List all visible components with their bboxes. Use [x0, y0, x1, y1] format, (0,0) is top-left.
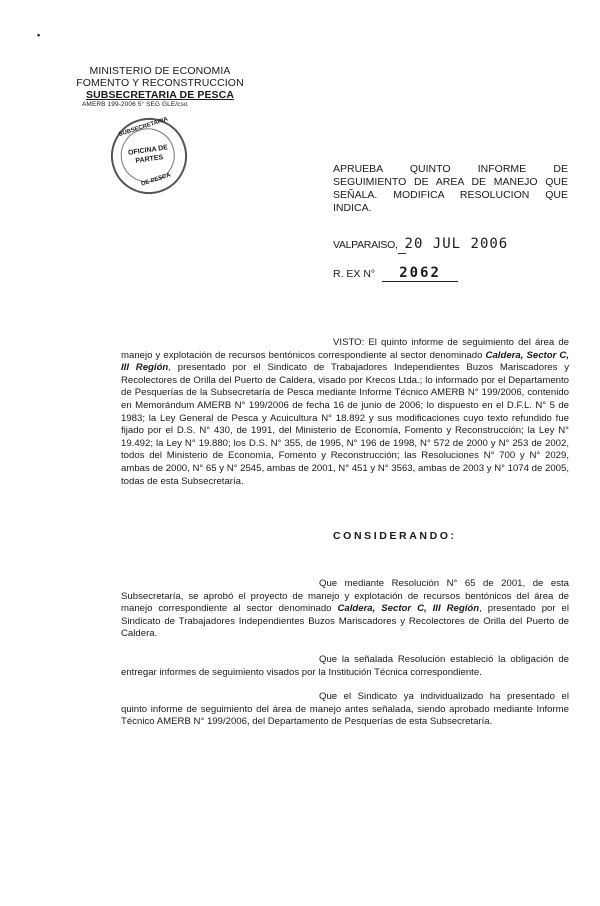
- stamp-text-2: PARTES: [135, 154, 164, 165]
- place-date: [333, 236, 508, 252]
- visto-sector: Caldera, Sector C, III Región: [121, 349, 569, 374]
- considerando-1: [121, 578, 569, 641]
- considerando-1-a: Que mediante Resolución N° 65 de 2001, de esta Subsecretaría, se aprobó el proyecto de manejo y explotación de recursos bentónicos del área de manejo correspondiente al sector denominado: [121, 578, 569, 615]
- reference-code: AMERB 199-2006 5° SEG GLE/cso: [82, 101, 188, 108]
- visto-lead: VISTO:: [333, 337, 365, 348]
- considerando-3: Que el Sindicato ya individualizado ha presentado el quinto informe de seguimiento del área de manejo antes señalada, siendo aprobado mediante Informe Técnico AMERB N° 199/2006, del Departamento de Pesquerías de esta Subsecretaría.: [121, 691, 569, 728]
- stamp-text-1: OFICINA DE: [127, 144, 169, 157]
- visto-text-b: , presentado por el Sindicato de Trabajadores Independientes Buzos Mariscadores y Recolectores de Orilla del Puerto de Caldera, visado por Krecos Ltda.; lo informado por el Departamento de Pesquerías de la Subsecretaría de Pesca mediante Informe Técnico AMERB N° 199/2006, contenido en Memorándum AMERB N° 199/2006 de fecha 16 de junio de 2006; lo dispuesto en el D.F.L. N° 5 de 1983; la Ley General de Pesca y Acuicultura N° 18.892 y sus modificaciones cuyo texto refundido fue fijado por el D.S. N° 430, de 1991, del Ministerio de Economía, Fomento y Reconstrucción; la Ley N° 19.492; la Ley N° 19.880; los D.S. N° 355, de 1995, N° 196 de 1998, N° 572 de 2000 y N° 253 de 2002, todos del Ministerio de Economía, Fomento y Reconstrucción; las Resoluciones N° 700 y N° 2029, ambas de 2000, N° 65 y N° 2545, ambas de 2001, N° 451 y N° 3563, ambas de 2003 y N° 1074 de 2005, todas de esta Subsecretaría.: [121, 362, 569, 487]
- subsecretaria-name: SUBSECRETARIA DE PESCA: [85, 89, 235, 101]
- considerando-1-b: , presentado por el Sindicato de Trabajadores Independientes Buzos Mariscadores y Recolectores de Orilla del Puerto de Caldera.: [121, 603, 569, 640]
- stamp-arc-left: SUBSECRETARIA: [118, 116, 169, 139]
- date-dash: [398, 253, 406, 254]
- visto-paragraph: [121, 337, 569, 488]
- scan-speck: •: [37, 30, 41, 40]
- city: VALPARAISO,: [333, 239, 398, 251]
- resolution-label: R. EX N°: [333, 268, 376, 280]
- stamp-text: [112, 141, 186, 169]
- resolution-number: 2062: [382, 265, 458, 282]
- resolution-number-line: [333, 265, 458, 282]
- letterhead: [70, 65, 250, 109]
- resolution-subject: APRUEBA QUINTO INFORME DE SEGUIMIENTO DE AREA DE MANEJO QUE SEÑALA. MODIFICA RESOLUCION QUE INDICA.: [333, 163, 568, 214]
- ministry-name-2: FOMENTO Y RECONSTRUCCION: [76, 77, 244, 89]
- ministry-name: MINISTERIO DE ECONOMIA: [89, 65, 231, 77]
- considerando-2: Que la señalada Resolución estableció la obligación de entregar informes de seguimiento visados por la Institución Técnica correspondiente.: [121, 654, 569, 678]
- visto-text-a: El quinto informe de seguimiento del área de manejo y explotación de recursos bentónicos correspondiente al sector denominado: [121, 337, 569, 361]
- considerando-1-sector: Caldera, Sector C, III Región: [337, 603, 480, 615]
- date-stamp: 20 JUL 2006: [404, 236, 509, 252]
- stamp-arc-right: DE PESCA: [140, 172, 172, 188]
- considerando-heading: CONSIDERANDO:: [333, 530, 457, 542]
- official-stamp: [101, 108, 197, 204]
